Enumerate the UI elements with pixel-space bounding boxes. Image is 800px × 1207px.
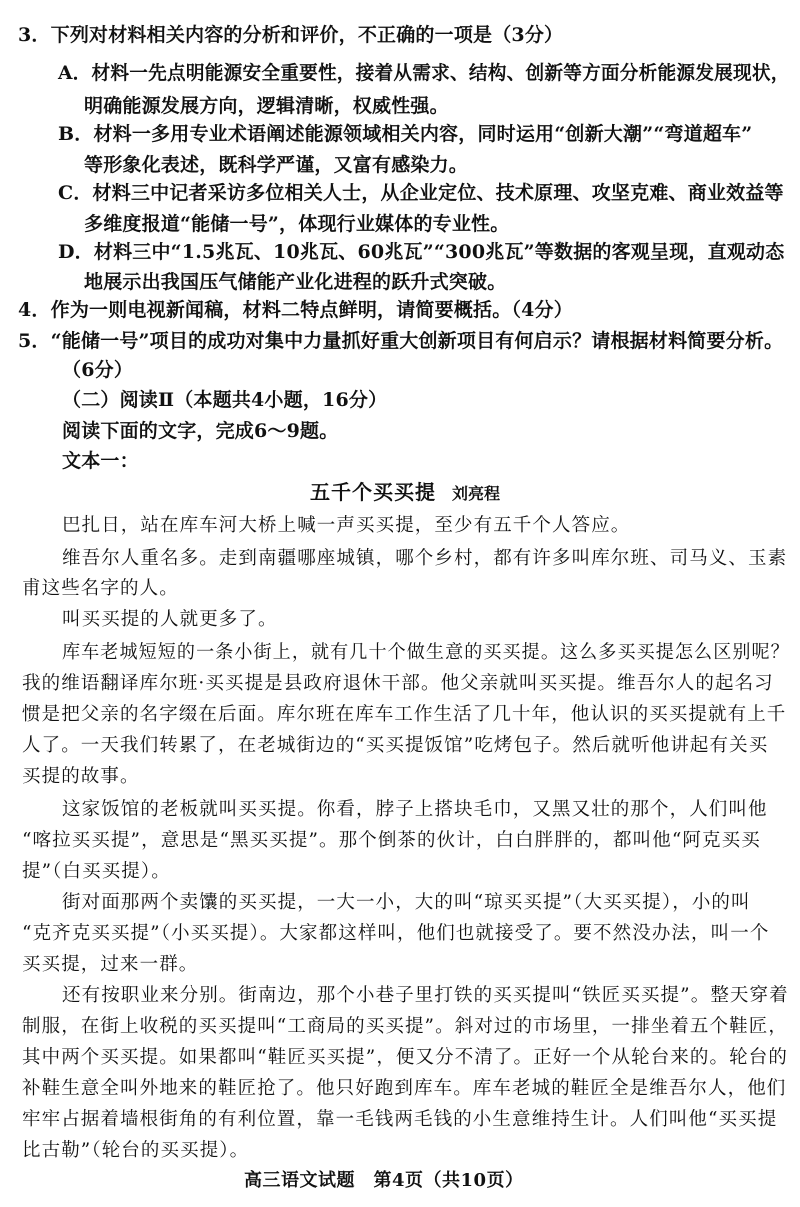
article-line: 甫这些名字的人。	[22, 578, 179, 599]
option-a-line-2: 明确能源发展方向，逻辑清晰，权威性强。	[84, 95, 449, 117]
article-line: “克齐克买买提”（小买买提）。大家都这样叫，他们也就接受了。要不然没办法，叫一个	[22, 923, 770, 944]
option-b-line-2: 等形象化表述，既科学严谨，又富有感染力。	[84, 154, 469, 176]
option-a-line-1: A．材料一先点明能源安全重要性，接着从需求、结构、创新等方面分析能源发展现状，	[58, 62, 790, 84]
option-d-line-1: D．材料三中“1.5兆瓦、10兆瓦、60兆瓦”“300兆瓦”等数据的客观呈现，直观动态	[58, 241, 785, 263]
article-line: 其中两个买买提。如果都叫“鞋匠买买提”，便又分不清了。正好一个从轮台来的。轮台的	[22, 1047, 788, 1068]
article-line: 提”（白买买提）。	[22, 861, 171, 882]
option-c-line-1: C．材料三中记者采访多位相关人士，从企业定位、技术原理、攻坚克难、商业效益等	[58, 182, 784, 204]
article-line: 这家饭馆的老板就叫买买提。你看，脖子上搭块毛巾，又黑又壮的那个，人们叫他	[62, 799, 768, 820]
article-line: 还有按职业来分别。街南边，那个小巷子里打铁的买买提叫“铁匠买买提”。整天穿着	[62, 985, 789, 1006]
option-c-line-2: 多维度报道“能储一号”，体现行业媒体的专业性。	[84, 213, 510, 235]
question-4: 4．作为一则电视新闻稿，材料二特点鲜明，请简要概括。（4分）	[18, 299, 573, 321]
article-line: 人了。一天我们转累了，在老城街边的“买买提饭馆”吃烤包子。然后就听他讲起有关买	[22, 735, 769, 756]
article-title: 五千个买买提	[310, 480, 436, 504]
article-line: 街对面那两个卖馕的买买提，一大一小，大的叫“琼买买提”（大买买提），小的叫	[62, 892, 751, 913]
article-line: 买买提，过来一群。	[22, 954, 199, 975]
text-label: 文本一：	[62, 450, 139, 472]
article-line: 叫买买提的人就更多了。	[62, 609, 278, 630]
question-5-score: （6分）	[62, 359, 134, 381]
option-b-line-1: B．材料一多用专业术语阐述能源领域相关内容，同时运用“创新大潮”“弯道超车”	[58, 123, 753, 145]
article-line: 比古勒”（轮台的买买提）。	[22, 1140, 250, 1161]
question-3-stem: 3．下列对材料相关内容的分析和评价，不正确的一项是（3分）	[18, 24, 564, 46]
article-line: 巴扎日，站在库车河大桥上喊一声买买提，至少有五千个人答应。	[62, 515, 631, 536]
article-line: “喀拉买买提”，意思是“黑买买提”。那个倒茶的伙计，白白胖胖的，都叫他“阿克买买	[22, 830, 761, 851]
question-5-line-1: 5．“能储一号”项目的成功对集中力量抓好重大创新项目有何启示？请根据材料简要分析。	[18, 330, 784, 352]
article-line: 库车老城短短的一条小街上，就有几十个做生意的买买提。这么多买买提怎么区别呢？	[62, 642, 790, 663]
article-title-row	[310, 479, 500, 507]
article-line: 我的维语翻译库尔班·买买提是县政府退休干部。他父亲就叫买买提。维吾尔人的起名习	[22, 673, 774, 694]
option-d-line-2: 地展示出我国压气储能产业化进程的跃升式突破。	[84, 271, 507, 293]
article-line: 制服，在街上收税的买买提叫“工商局的买买提”。斜对过的市场里，一排坐着五个鞋匠，	[22, 1016, 788, 1037]
page-footer: 高三语文试题 第4页（共10页）	[244, 1170, 524, 1191]
section-instruction: 阅读下面的文字，完成6～9题。	[62, 420, 339, 442]
section-heading: （二）阅读Ⅱ（本题共4小题，16分）	[62, 389, 388, 411]
article-line: 维吾尔人重名多。走到南疆哪座城镇，哪个乡村，都有许多叫库尔班、司马义、玉素	[62, 548, 788, 569]
article-line: 惯是把父亲的名字缀在后面。库尔班在库车工作生活了几十年，他认识的买买提就有上千	[22, 704, 787, 725]
article-line: 牢牢占据着墙根街角的有利位置，靠一毛钱两毛钱的小生意维持生计。人们叫他“买买提	[22, 1109, 778, 1130]
article-line: 补鞋生意全叫外地来的鞋匠抢了。他只好跑到库车。库车老城的鞋匠全是维吾尔人，他们	[22, 1078, 787, 1099]
article-author: 刘亮程	[452, 484, 501, 503]
article-line: 买提的故事。	[22, 766, 140, 787]
